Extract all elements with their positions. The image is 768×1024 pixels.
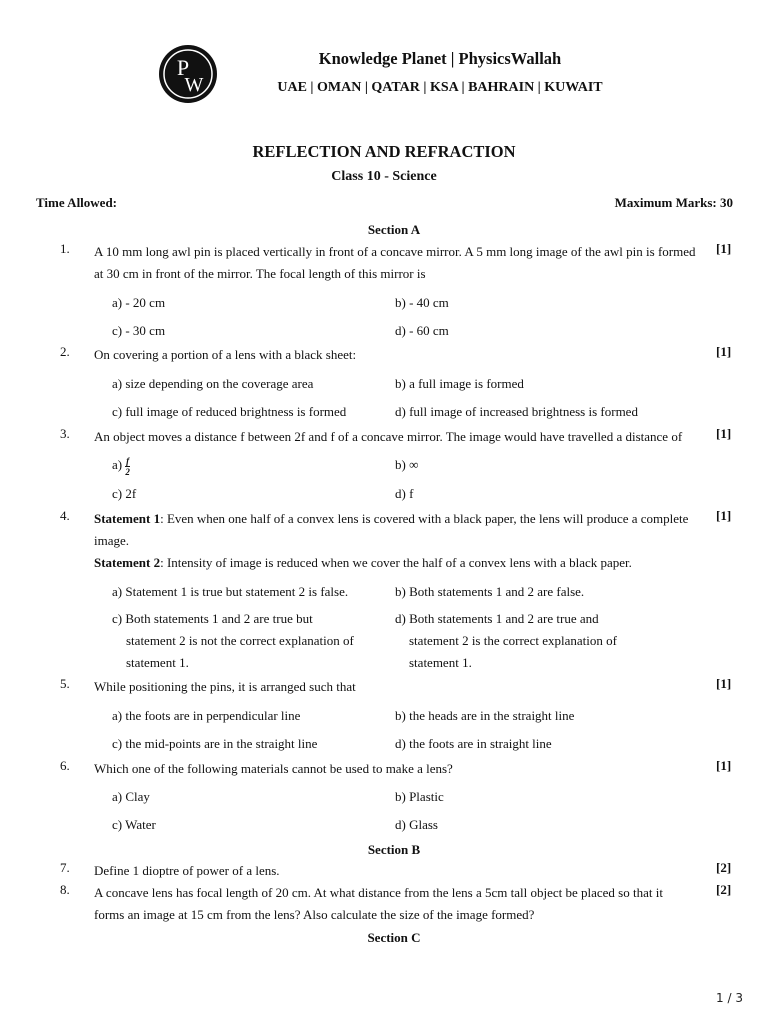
org-countries: UAE | OMAN | QATAR | KSA | BAHRAIN | KUWAIT bbox=[277, 80, 603, 95]
question-number: 2. bbox=[60, 344, 70, 359]
option-a: a) size depending on the coverage area bbox=[112, 376, 314, 391]
question-marks: [1] bbox=[716, 758, 732, 773]
question-number: 6. bbox=[60, 758, 70, 773]
question-number: 3. bbox=[60, 426, 70, 441]
statement-1-label: Statement 1 bbox=[94, 511, 161, 526]
option-d: d) - 60 cm bbox=[395, 323, 449, 338]
question-text: An object moves a distance f between 2f and f of a concave mirror. The image would have travelled a distance of bbox=[94, 429, 683, 444]
time-allowed: Time Allowed: bbox=[36, 195, 118, 210]
question-marks: [1] bbox=[716, 676, 732, 691]
option-d: d) Glass bbox=[395, 817, 438, 832]
section-b-heading: Section B bbox=[367, 842, 421, 857]
option-b: b) ∞ bbox=[395, 457, 419, 472]
option-a: a) the foots are in perpendicular line bbox=[112, 708, 301, 723]
question-number: 4. bbox=[60, 508, 70, 523]
question-marks: [1] bbox=[716, 241, 732, 256]
maximum-marks: Maximum Marks: 30 bbox=[614, 195, 733, 210]
option-c: c) 2f bbox=[112, 486, 137, 501]
fraction-numerator: f bbox=[126, 455, 130, 466]
paper-subtitle: Class 10 - Science bbox=[331, 169, 437, 184]
option-c bbox=[112, 608, 372, 674]
option-a: a) Statement 1 is true but statement 2 is false. bbox=[112, 584, 349, 599]
paper-title: REFLECTION AND REFRACTION bbox=[252, 142, 516, 161]
option-d-line: statement 1. bbox=[409, 655, 472, 670]
svg-text:P: P bbox=[176, 55, 190, 80]
question-number: 1. bbox=[60, 241, 70, 256]
statement-1-text: : Even when one half of a convex lens is covered with a black paper, the lens will produce a complete image. bbox=[94, 511, 689, 548]
option-c-line: statement 2 is not the correct explanation of bbox=[126, 633, 354, 648]
option-d bbox=[395, 608, 695, 674]
option-b: b) Both statements 1 and 2 are false. bbox=[395, 584, 585, 599]
fraction-denominator: 2 bbox=[125, 466, 130, 477]
option-c: c) - 30 cm bbox=[112, 323, 166, 338]
option-c: c) full image of reduced brightness is formed bbox=[112, 404, 347, 419]
question-marks: [2] bbox=[716, 860, 732, 875]
option-c-line: statement 1. bbox=[126, 655, 189, 670]
question-text: A concave lens has focal length of 20 cm. At what distance from the lens a 5cm tall object be placed so that it forms an image at 15 cm from the lens? Also calculate the size of the image formed? bbox=[94, 885, 663, 922]
statement-1 bbox=[94, 508, 708, 552]
option-d-line: statement 2 is the correct explanation of bbox=[409, 633, 617, 648]
svg-text:W: W bbox=[184, 74, 204, 96]
question-marks: [2] bbox=[716, 882, 732, 897]
fraction-f-over-2 bbox=[125, 456, 130, 477]
option-b: b) Plastic bbox=[395, 789, 444, 804]
option-d: d) full image of increased brightness is formed bbox=[395, 404, 638, 419]
option-a-label: a) bbox=[112, 457, 123, 472]
option-b: b) the heads are in the straight line bbox=[395, 708, 575, 723]
option-b: b) - 40 cm bbox=[395, 295, 449, 310]
question-marks: [1] bbox=[716, 426, 732, 441]
statement-2-label: Statement 2 bbox=[94, 555, 161, 570]
option-d: d) f bbox=[395, 486, 414, 501]
option-c: c) Water bbox=[112, 817, 156, 832]
question-text: Define 1 dioptre of power of a lens. bbox=[94, 863, 280, 878]
section-a-heading: Section A bbox=[367, 222, 421, 237]
statement-2 bbox=[94, 552, 708, 574]
question-marks: [1] bbox=[716, 508, 732, 523]
question-text: A 10 mm long awl pin is placed vertically in front of a concave mirror. A 5 mm long image of the awl pin is formed at 30 cm in front of the mirror. The focal length of this mirror is bbox=[94, 244, 696, 281]
statement-2-text: : Intensity of image is reduced when we cover the half of a convex lens with a black paper. bbox=[160, 555, 632, 570]
option-d: d) the foots are in straight line bbox=[395, 736, 552, 751]
question-text: On covering a portion of a lens with a black sheet: bbox=[94, 347, 357, 362]
option-b: b) a full image is formed bbox=[395, 376, 524, 391]
question-text: While positioning the pins, it is arranged such that bbox=[94, 679, 356, 694]
option-d-line: d) Both statements 1 and 2 are true and bbox=[395, 611, 599, 626]
option-c-line: c) Both statements 1 and 2 are true but bbox=[112, 611, 313, 626]
physicswallah-logo bbox=[159, 45, 217, 103]
question-marks: [1] bbox=[716, 344, 732, 359]
question-number: 7. bbox=[60, 860, 70, 875]
option-a: a) Clay bbox=[112, 789, 150, 804]
option-c: c) the mid-points are in the straight line bbox=[112, 736, 318, 751]
org-name: Knowledge Planet | PhysicsWallah bbox=[318, 49, 562, 68]
section-c-heading: Section C bbox=[367, 930, 421, 945]
option-a: a) - 20 cm bbox=[112, 295, 166, 310]
question-text: Which one of the following materials cannot be used to make a lens? bbox=[94, 761, 453, 776]
question-number: 8. bbox=[60, 882, 70, 897]
page-number: 1 / 3 bbox=[716, 991, 743, 1005]
option-a bbox=[112, 454, 130, 477]
question-number: 5. bbox=[60, 676, 70, 691]
